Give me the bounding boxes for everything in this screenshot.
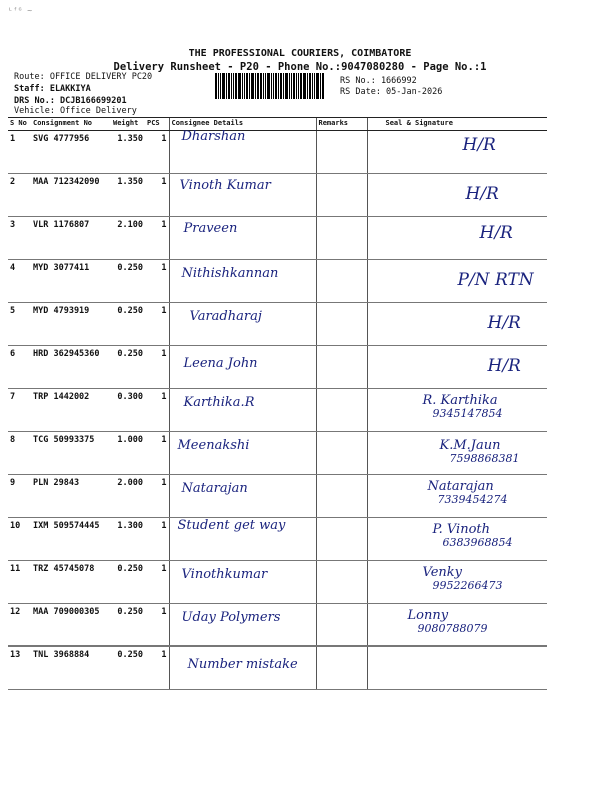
table-row <box>8 561 547 604</box>
consignment-number: PLN 29843 <box>31 475 111 518</box>
weight-value: 1.350 <box>111 174 145 217</box>
barcode-bar <box>278 73 279 99</box>
consignee-cell <box>169 131 316 174</box>
table-row <box>8 260 547 303</box>
phone-handwriting: 9952266473 <box>432 579 503 592</box>
table-row <box>8 389 547 432</box>
runsheet-title: Delivery Runsheet - P20 - Phone No.:9047080280 - Page No.:1 <box>113 61 487 73</box>
pcs-value: 1 <box>145 346 169 389</box>
bottom-rule <box>8 645 547 646</box>
weight-value: 2.100 <box>111 217 145 260</box>
pcs-value: 1 <box>145 260 169 303</box>
barcode <box>215 73 335 99</box>
weight-value: 1.000 <box>111 432 145 475</box>
remarks-cell <box>316 260 367 303</box>
table-row <box>8 518 547 561</box>
barcode-bar <box>322 73 324 99</box>
row-sno: 13 <box>8 647 31 690</box>
consignment-number: TNL 3968884 <box>31 647 111 690</box>
col-weight: Weight <box>111 118 145 131</box>
barcode-bar <box>255 73 256 99</box>
signature-handwriting: H/R <box>465 184 499 204</box>
row-sno: 2 <box>8 174 31 217</box>
col-pcs: PCS <box>145 118 169 131</box>
weight-value: 0.300 <box>111 389 145 432</box>
row-sno: 7 <box>8 389 31 432</box>
consignee-handwriting: Varadharaj <box>189 309 262 324</box>
consignee-cell <box>169 647 316 690</box>
signature-cell <box>367 346 547 389</box>
consignee-cell <box>169 604 316 647</box>
weight-value: 2.000 <box>111 475 145 518</box>
runsheet-table <box>8 117 547 690</box>
signature-cell <box>367 217 547 260</box>
consignee-handwriting: Dharshan <box>181 129 246 144</box>
consignee-handwriting: Nithishkannan <box>181 266 279 281</box>
pcs-value: 1 <box>145 647 169 690</box>
corner-mark: ᴸᶠᴳ ~ <box>8 6 33 15</box>
phone-handwriting: 6383968854 <box>442 536 513 549</box>
consignment-number: HRD 362945360 <box>31 346 111 389</box>
remarks-cell <box>316 174 367 217</box>
pcs-value: 1 <box>145 561 169 604</box>
remarks-cell <box>316 561 367 604</box>
barcode-bar <box>222 73 225 99</box>
signature-handwriting: K.M.Jaun <box>439 438 501 453</box>
barcode-bar <box>316 73 319 99</box>
table-header-row <box>8 118 547 131</box>
drs-number: DRS No.: DCJB166699201 <box>14 96 127 106</box>
barcode-bar <box>235 73 237 99</box>
consignment-number: VLR 1176807 <box>31 217 111 260</box>
consignee-handwriting: Vinothkumar <box>181 567 268 582</box>
signature-cell <box>367 432 547 475</box>
signature-handwriting: P. Vinoth <box>432 522 490 537</box>
signature-handwriting: Lonny <box>407 608 449 623</box>
table-row <box>8 303 547 346</box>
barcode-bar <box>291 73 292 99</box>
barcode-bar <box>320 73 321 99</box>
signature-handwriting: P/N RTN <box>457 270 534 290</box>
barcode-bar <box>309 73 311 99</box>
signature-cell <box>367 174 547 217</box>
pcs-value: 1 <box>145 389 169 432</box>
phone-handwriting: 9080788079 <box>417 622 488 635</box>
barcode-bar <box>226 73 227 99</box>
phone-handwriting: 7598868381 <box>449 452 520 465</box>
row-sno: 11 <box>8 561 31 604</box>
barcode-bar <box>218 73 219 99</box>
consignment-number: MAA 712342090 <box>31 174 111 217</box>
consignee-handwriting: Student get way <box>177 518 286 533</box>
table-row <box>8 604 547 647</box>
col-signature: Seal & Signature <box>367 118 547 131</box>
route-text: Route: OFFICE DELIVERY PC20 <box>14 72 153 82</box>
consignment-number: MYD 3077411 <box>31 260 111 303</box>
company-title: THE PROFESSIONAL COURIERS, COIMBATORE <box>188 48 412 59</box>
consignee-handwriting: Vinoth Kumar <box>179 178 271 193</box>
consignee-cell <box>169 217 316 260</box>
consignee-cell <box>169 303 316 346</box>
barcode-bar <box>280 73 282 99</box>
barcode-bar <box>293 73 295 99</box>
signature-cell <box>367 604 547 647</box>
pcs-value: 1 <box>145 217 169 260</box>
phone-handwriting: 9345147854 <box>432 407 503 420</box>
barcode-bar <box>267 73 270 99</box>
remarks-cell <box>316 346 367 389</box>
barcode-bar <box>263 73 264 99</box>
table-row <box>8 217 547 260</box>
remarks-cell <box>316 217 367 260</box>
phone-handwriting: 7339454274 <box>437 493 508 506</box>
table-row <box>8 475 547 518</box>
consignee-cell <box>169 518 316 561</box>
weight-value: 1.300 <box>111 518 145 561</box>
pcs-value: 1 <box>145 604 169 647</box>
barcode-bar <box>257 73 259 99</box>
rs-number: RS No.: 1666992 <box>340 76 417 86</box>
consignee-cell <box>169 174 316 217</box>
barcode-bar <box>246 73 248 99</box>
barcode-bar <box>228 73 230 99</box>
weight-value: 1.350 <box>111 131 145 174</box>
pcs-value: 1 <box>145 174 169 217</box>
consignment-number: MYD 4793919 <box>31 303 111 346</box>
row-sno: 12 <box>8 604 31 647</box>
signature-handwriting: Venky <box>422 565 462 580</box>
signature-cell <box>367 561 547 604</box>
barcode-bar <box>265 73 266 99</box>
signature-handwriting: H/R <box>487 356 521 376</box>
row-sno: 8 <box>8 432 31 475</box>
row-sno: 3 <box>8 217 31 260</box>
barcode-bar <box>296 73 297 99</box>
signature-handwriting: Natarajan <box>427 479 494 494</box>
weight-value: 0.250 <box>111 604 145 647</box>
barcode-bar <box>283 73 284 99</box>
barcode-bar <box>312 73 313 99</box>
signature-cell <box>367 518 547 561</box>
consignee-cell <box>169 432 316 475</box>
weight-value: 0.250 <box>111 260 145 303</box>
signature-cell <box>367 303 547 346</box>
barcode-bar <box>275 73 277 99</box>
barcode-bar <box>271 73 272 99</box>
barcode-bar <box>285 73 288 99</box>
barcode-bar <box>220 73 221 99</box>
remarks-cell <box>316 604 367 647</box>
barcode-bar <box>215 73 217 99</box>
barcode-bar <box>289 73 290 99</box>
row-sno: 10 <box>8 518 31 561</box>
consignment-number: MAA 709000305 <box>31 604 111 647</box>
col-consignee: Consignee Details <box>169 118 316 131</box>
barcode-bar <box>233 73 234 99</box>
consignee-handwriting: Leena John <box>183 356 258 371</box>
remarks-cell <box>316 131 367 174</box>
remarks-cell <box>316 647 367 690</box>
barcode-bar <box>238 73 241 99</box>
barcode-bar <box>314 73 315 99</box>
barcode-bar <box>249 73 250 99</box>
consignment-number: IXM 509574445 <box>31 518 111 561</box>
remarks-cell <box>316 389 367 432</box>
weight-value: 0.250 <box>111 346 145 389</box>
rs-date: RS Date: 05-Jan-2026 <box>340 87 443 97</box>
table-row <box>8 647 547 690</box>
signature-handwriting: H/R <box>487 313 521 333</box>
pcs-value: 1 <box>145 131 169 174</box>
consignment-number: TRP 1442002 <box>31 389 111 432</box>
row-sno: 6 <box>8 346 31 389</box>
pcs-value: 1 <box>145 303 169 346</box>
consignee-cell <box>169 260 316 303</box>
col-remarks: Remarks <box>316 118 367 131</box>
barcode-bar <box>260 73 262 99</box>
weight-value: 0.250 <box>111 561 145 604</box>
remarks-cell <box>316 432 367 475</box>
barcode-bar <box>303 73 306 99</box>
row-sno: 4 <box>8 260 31 303</box>
consignment-number: SVG 4777956 <box>31 131 111 174</box>
barcode-bar <box>300 73 302 99</box>
barcode-bar <box>242 73 243 99</box>
weight-value: 0.250 <box>111 647 145 690</box>
barcode-bar <box>298 73 299 99</box>
signature-cell <box>367 260 547 303</box>
table-row <box>8 346 547 389</box>
consignee-handwriting: Natarajan <box>181 481 248 496</box>
remarks-cell <box>316 518 367 561</box>
signature-handwriting: H/R <box>462 135 496 155</box>
consignee-handwriting: Meenakshi <box>177 438 250 453</box>
weight-value: 0.250 <box>111 303 145 346</box>
barcode-bar <box>307 73 308 99</box>
pcs-value: 1 <box>145 518 169 561</box>
barcode-bar <box>244 73 245 99</box>
col-consignment: Consignment No <box>31 118 111 131</box>
signature-cell <box>367 475 547 518</box>
signature-cell <box>367 131 547 174</box>
table-row <box>8 174 547 217</box>
signature-cell <box>367 647 547 690</box>
barcode-bar <box>251 73 254 99</box>
consignee-handwriting: Karthika.R <box>183 395 255 410</box>
signature-handwriting: R. Karthika <box>422 393 498 408</box>
barcode-bar <box>231 73 232 99</box>
staff-text: Staff: ELAKKIYA <box>14 84 91 94</box>
barcode-bar <box>273 73 274 99</box>
col-sno: S No <box>8 118 31 131</box>
table-row <box>8 131 547 174</box>
consignee-cell <box>169 475 316 518</box>
row-sno: 1 <box>8 131 31 174</box>
signature-cell <box>367 389 547 432</box>
consignee-cell <box>169 346 316 389</box>
consignment-number: TCG 50993375 <box>31 432 111 475</box>
pcs-value: 1 <box>145 432 169 475</box>
row-sno: 5 <box>8 303 31 346</box>
remarks-cell <box>316 475 367 518</box>
consignee-handwriting: Number mistake <box>187 657 298 672</box>
consignee-cell <box>169 561 316 604</box>
consignee-handwriting: Uday Polymers <box>181 610 281 625</box>
consignee-handwriting: Praveen <box>183 221 238 236</box>
pcs-value: 1 <box>145 475 169 518</box>
consignment-number: TRZ 45745078 <box>31 561 111 604</box>
remarks-cell <box>316 303 367 346</box>
vehicle-text: Vehicle: Office Delivery <box>14 106 137 116</box>
row-sno: 9 <box>8 475 31 518</box>
signature-handwriting: H/R <box>479 223 513 243</box>
consignee-cell <box>169 389 316 432</box>
table-row <box>8 432 547 475</box>
